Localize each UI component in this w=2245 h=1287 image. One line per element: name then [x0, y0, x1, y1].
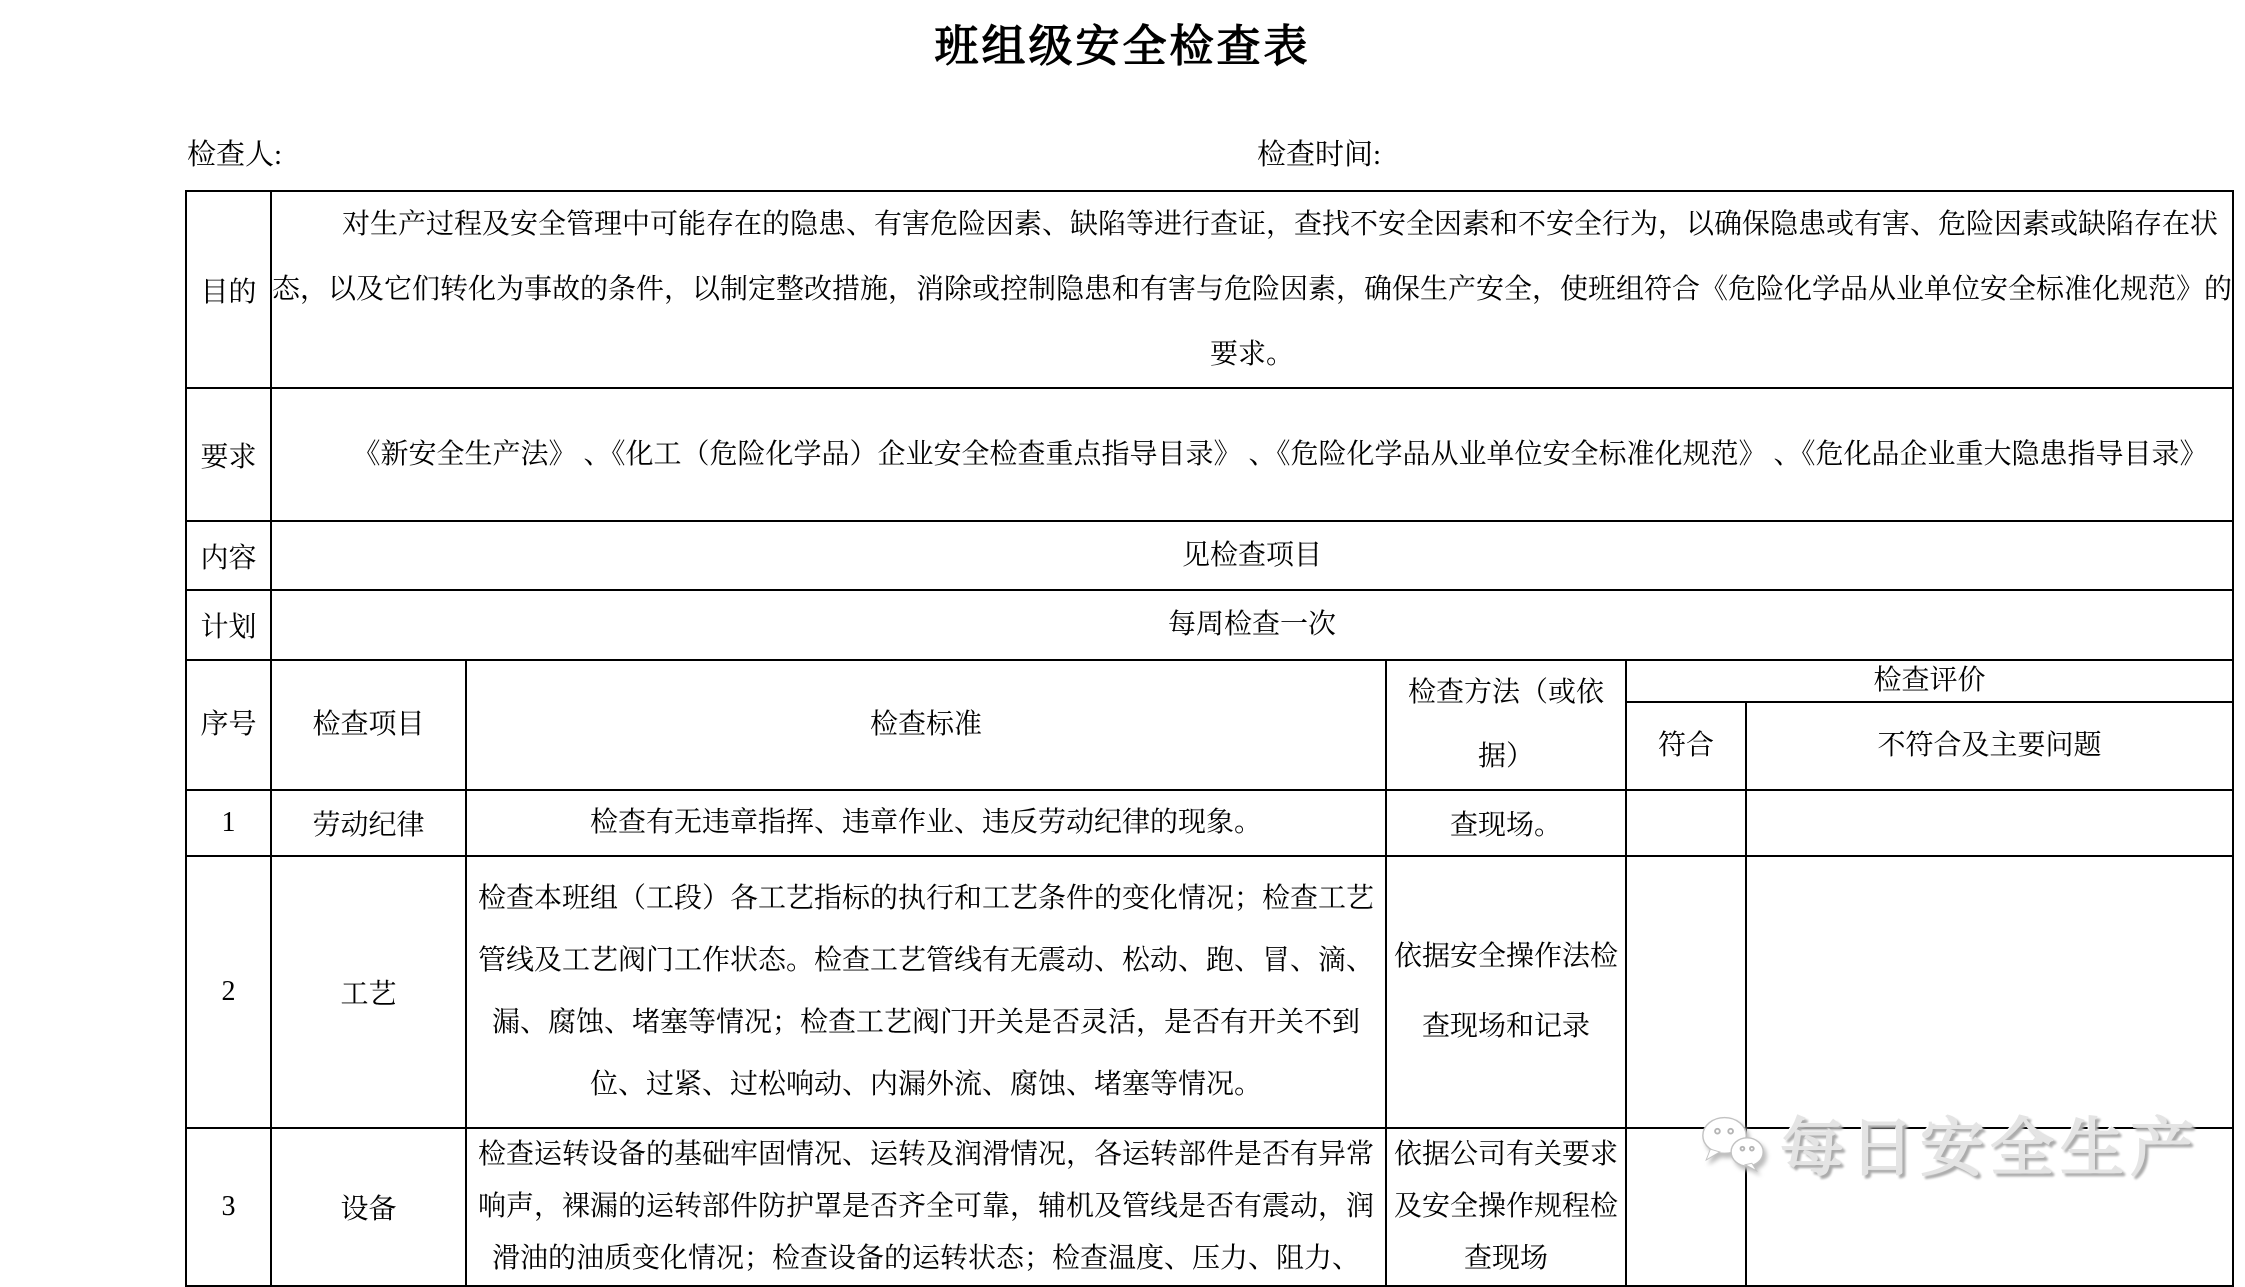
requirement-content: 《新安全生产法》 、《化工（危险化学品）企业安全检查重点指导目录》 、《危险化学品从业单位安全标准化规范》 、《危化品企业重大隐患指导目录》	[271, 388, 2233, 521]
plan-content: 每周检查一次	[271, 590, 2233, 660]
item-cell: 劳动纪律	[271, 790, 466, 856]
conform-cell	[1626, 790, 1746, 856]
nonconform-cell	[1746, 790, 2233, 856]
inspection-time-label: 检查时间:	[1257, 139, 1382, 171]
content-label: 内容	[186, 521, 271, 590]
info-row-plan	[186, 590, 2233, 660]
seq-cell: 2	[186, 856, 271, 1128]
info-row-requirement	[186, 388, 2233, 521]
seq-header: 序号	[186, 660, 271, 790]
nonconform-cell	[1746, 1128, 2233, 1286]
standard-cell: 检查运转设备的基础牢固情况、运转及润滑情况，各运转部件是否有异常响声，裸漏的运转部件防护罩是否齐全可靠，辅机及管线是否有震动，润滑油的油质变化情况；检查设备的运转状态；检查温度、压力、阻力、	[466, 1128, 1386, 1286]
info-row-purpose	[186, 191, 2233, 388]
method-cell: 依据公司有关要求及安全操作规程检查现场	[1386, 1128, 1626, 1286]
method-cell: 依据安全操作法检查现场和记录	[1386, 856, 1626, 1128]
purpose-content: 对生产过程及安全管理中可能存在的隐患、有害危险因素、缺陷等进行查证，查找不安全因素和不安全行为，以确保隐患或有害、危险因素或缺陷存在状态，以及它们转化为事故的条件，以制定整改措施，消除或控制隐患和有害与危险因素，确保生产安全，使班组符合《危险化学品从业单位安全标准化规范》的要求。	[271, 191, 2233, 388]
method-cell: 查现场。	[1386, 790, 1626, 856]
page-title: 班组级安全检查表	[934, 22, 1311, 71]
seq-cell: 1	[186, 790, 271, 856]
table-row	[186, 856, 2233, 1128]
table-row	[186, 790, 2233, 856]
item-cell: 工艺	[271, 856, 466, 1128]
requirement-label: 要求	[186, 388, 271, 521]
inspector-label: 检查人:	[187, 139, 283, 171]
checklist-table	[185, 190, 2234, 1287]
nonconform-cell	[1746, 856, 2233, 1128]
table-row	[186, 1128, 2233, 1286]
purpose-label: 目的	[186, 191, 271, 388]
seq-cell: 3	[186, 1128, 271, 1286]
method-header: 检查方法（或依据）	[1386, 660, 1626, 790]
conform-header: 符合	[1626, 702, 1746, 790]
nonconform-header: 不符合及主要问题	[1746, 702, 2233, 790]
plan-label: 计划	[186, 590, 271, 660]
conform-cell	[1626, 1128, 1746, 1286]
table-header-row	[186, 660, 2233, 702]
content-content: 见检查项目	[271, 521, 2233, 590]
standard-header: 检查标准	[466, 660, 1386, 790]
evaluation-header: 检查评价	[1626, 660, 2233, 702]
standard-cell: 检查本班组（工段）各工艺指标的执行和工艺条件的变化情况；检查工艺管线及工艺阀门工作状态。检查工艺管线有无震动、松动、跑、冒、滴、漏、腐蚀、堵塞等情况；检查工艺阀门开关是否灵活，是否有开关不到位、过紧、过松响动、内漏外流、腐蚀、堵塞等情况。	[466, 856, 1386, 1128]
standard-cell: 检查有无违章指挥、违章作业、违反劳动纪律的现象。	[466, 790, 1386, 856]
watermark-text: 每日安全生产	[1780, 1111, 2200, 1184]
conform-cell	[1626, 856, 1746, 1128]
item-header: 检查项目	[271, 660, 466, 790]
info-row-content	[186, 521, 2233, 590]
item-cell: 设备	[271, 1128, 466, 1286]
